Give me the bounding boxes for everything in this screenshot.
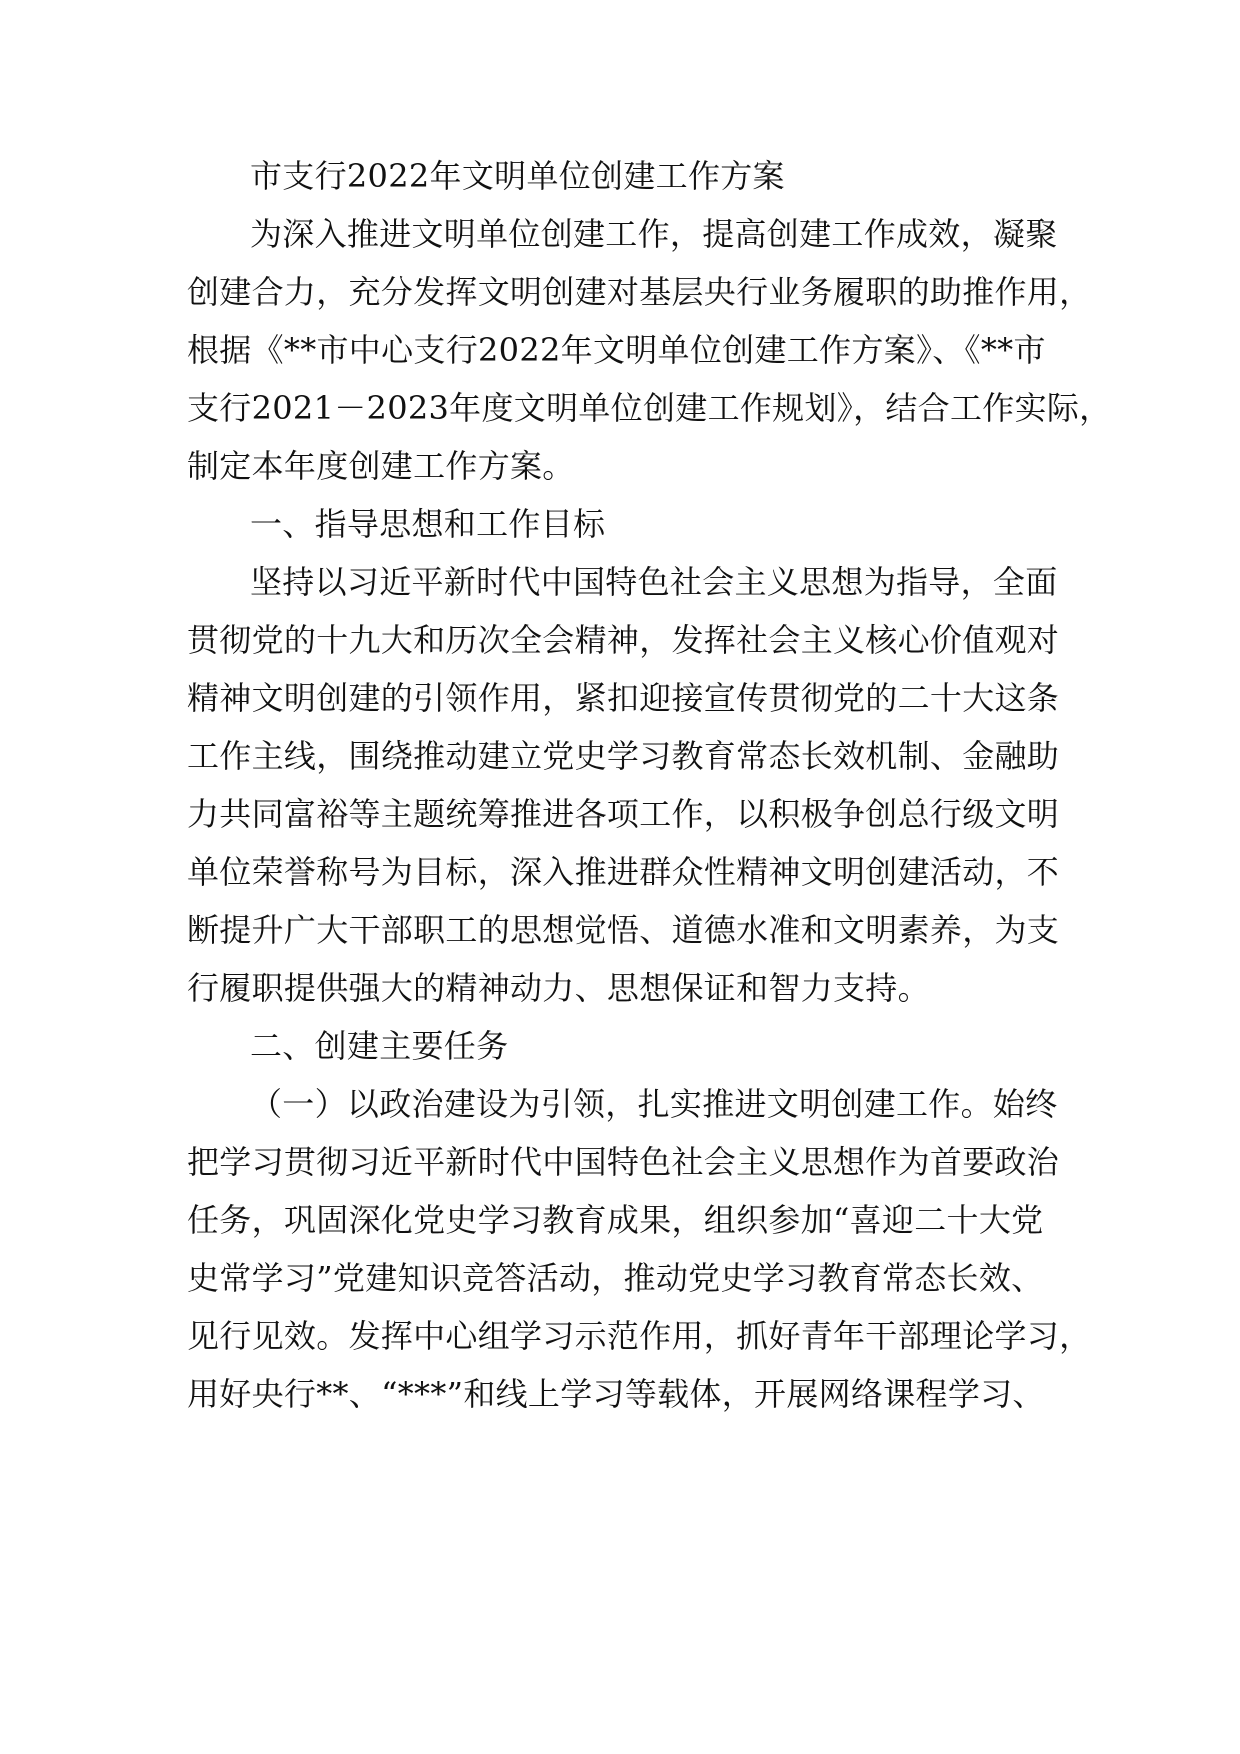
section2-line-1: （一）以政治建设为引领，扎实推进文明创建工作。始终 bbox=[250, 1085, 1058, 1123]
section1-line-6: 单位荣誉称号为目标，深入推进群众性精神文明创建活动，不 bbox=[187, 853, 1060, 891]
intro-line-4: 支行2021－2023年度文明单位创建工作规划》，结合工作实际， bbox=[187, 389, 1112, 427]
intro-line-2: 创建合力，充分发挥文明创建对基层央行业务履职的助推作用， bbox=[187, 273, 1092, 311]
section1-line-5: 力共同富裕等主题统筹推进各项工作，以积极争创总行级文明 bbox=[187, 795, 1060, 833]
section1-line-1: 坚持以习近平新时代中国特色社会主义思想为指导，全面 bbox=[250, 563, 1058, 601]
section2-line-2: 把学习贯彻习近平新时代中国特色社会主义思想作为首要政治 bbox=[187, 1143, 1060, 1181]
section2-line-3: 任务，巩固深化党史学习教育成果，组织参加“喜迎二十大党 bbox=[187, 1201, 1044, 1239]
section1-line-3: 精神文明创建的引领作用，紧扣迎接宣传贯彻党的二十大这条 bbox=[187, 679, 1060, 717]
section1-line-2: 贯彻党的十九大和历次全会精神，发挥社会主义核心价值观对 bbox=[187, 621, 1060, 659]
intro-line-3: 根据《**市中心支行2022年文明单位创建工作方案》、《**市 bbox=[187, 331, 1046, 369]
section1-line-7: 断提升广大干部职工的思想觉悟、道德水准和文明素养，为支 bbox=[187, 911, 1060, 949]
section2-line-5: 见行见效。发挥中心组学习示范作用，抓好青年干部理论学习， bbox=[187, 1317, 1092, 1355]
section1-line-4: 工作主线，围绕推动建立党史学习教育常态长效机制、金融助 bbox=[187, 737, 1060, 775]
section2-line-6: 用好央行**、“***”和线上学习等载体，开展网络课程学习、 bbox=[187, 1375, 1045, 1413]
document-title: 市支行2022年文明单位创建工作方案 bbox=[250, 157, 785, 195]
section1-heading: 一、指导思想和工作目标 bbox=[250, 505, 606, 543]
intro-line-1: 为深入推进文明单位创建工作，提高创建工作成效，凝聚 bbox=[250, 215, 1058, 253]
section1-line-8: 行履职提供强大的精神动力、思想保证和智力支持。 bbox=[187, 969, 930, 1007]
intro-line-5: 制定本年度创建工作方案。 bbox=[187, 447, 575, 485]
section2-heading: 二、创建主要任务 bbox=[250, 1027, 509, 1065]
section2-line-4: 史常学习”党建知识竞答活动，推动党史学习教育常态长效、 bbox=[187, 1259, 1044, 1297]
